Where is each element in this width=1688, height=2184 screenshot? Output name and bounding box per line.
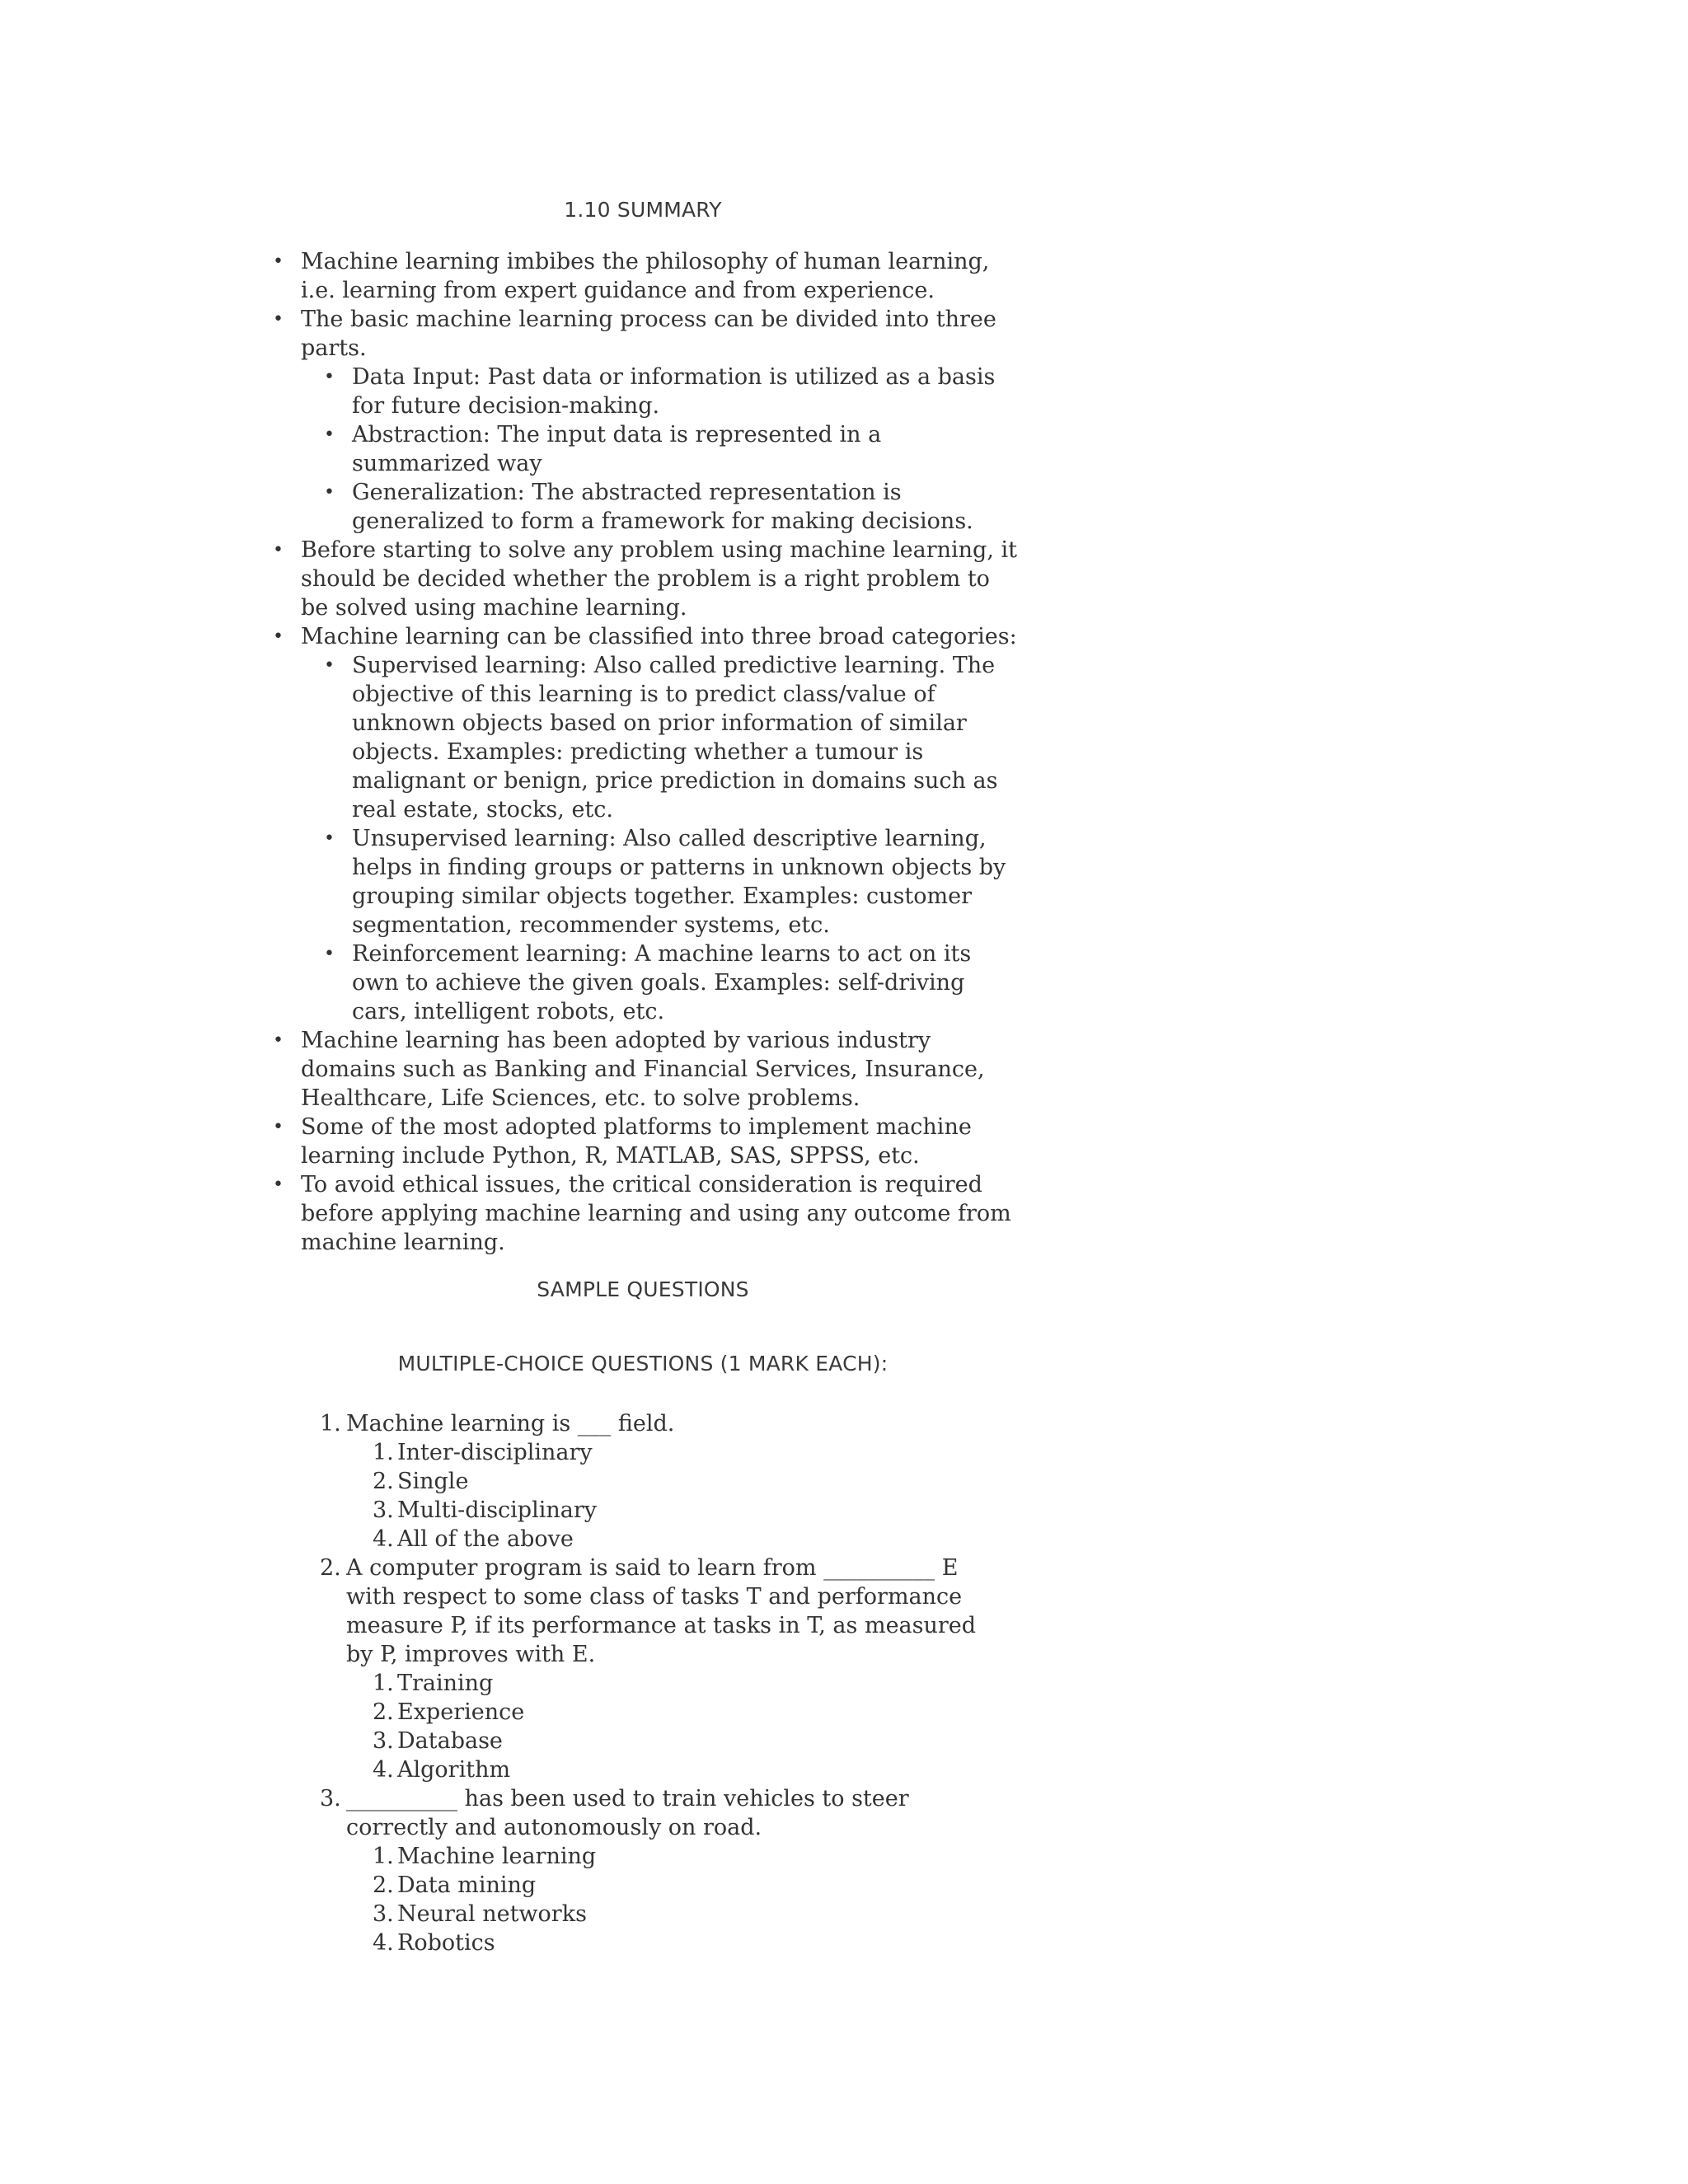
option-item (373, 1755, 1006, 1784)
option-number: 2. (373, 1872, 394, 1898)
sample-questions-heading: SAMPLE QUESTIONS (537, 1277, 749, 1301)
option-list (346, 1669, 1006, 1784)
question-text: __________ has been used to train vehicles to steer correctly and autonomously on road. (346, 1786, 909, 1840)
summary-item (301, 247, 1018, 305)
summary-subitem: • Abstraction: The input data is represented in a summarized way (352, 420, 1018, 478)
question-text: Machine learning is ___ field. (346, 1411, 675, 1436)
summary-item-text: Some of the most adopted platforms to implement machine learning include Python, R, MATLAB, SAS, SPPSS, etc. (301, 1114, 972, 1169)
summary-item (301, 1026, 1018, 1113)
option-number: 3. (373, 1901, 394, 1927)
summary-list (301, 247, 1018, 1257)
summary-item (301, 1113, 1018, 1170)
option-number: 4. (373, 1930, 394, 1956)
summary-item-text: Machine learning imbibes the philosophy of human learning, i.e. learning from expert guidance and from experience. (301, 249, 990, 303)
option-text: Database (397, 1728, 503, 1754)
option-text: Robotics (397, 1930, 495, 1956)
option-text: Algorithm (397, 1757, 511, 1783)
option-item (373, 1929, 1006, 1957)
summary-item-text: Machine learning can be classified into three broad categories: (301, 624, 1017, 649)
option-number: 1. (373, 1440, 394, 1465)
option-item (373, 1525, 1006, 1554)
option-number: 3. (373, 1728, 394, 1754)
option-number: 1. (373, 1844, 394, 1869)
option-item (373, 1496, 1006, 1525)
option-item (373, 1669, 1006, 1698)
option-item (373, 1900, 1006, 1929)
question-number: 3. (320, 1786, 341, 1811)
option-text: Training (397, 1671, 494, 1696)
option-number: 2. (373, 1699, 394, 1725)
option-number: 1. (373, 1671, 394, 1696)
question-number: 1. (320, 1411, 341, 1436)
option-list (346, 1438, 1006, 1554)
question-list (320, 1409, 1006, 1957)
summary-sublist (301, 651, 1018, 1026)
option-list (346, 1842, 1006, 1957)
question-item (320, 1409, 1006, 1554)
mcq-heading: MULTIPLE-CHOICE QUESTIONS (1 MARK EACH): (397, 1352, 889, 1376)
question-item (320, 1784, 1006, 1957)
option-item (373, 1871, 1006, 1900)
summary-subitem: • Reinforcement learning: A machine learns to act on its own to achieve the given goals. Examples: self-driving cars, intelligent robots, etc. (352, 940, 1018, 1026)
summary-subitem: • Unsupervised learning: Also called descriptive learning, helps in finding groups or patterns in unknown objects by grouping similar objects together. Examples: customer segmentation, recommender systems, etc. (352, 824, 1018, 940)
option-item (373, 1467, 1006, 1496)
summary-heading: 1.10 SUMMARY (564, 198, 722, 222)
option-text: Experience (397, 1699, 525, 1725)
summary-sublist (301, 363, 1018, 536)
summary-subitem: • Generalization: The abstracted representation is generalized to form a framework for making decisions. (352, 478, 1018, 536)
option-item (373, 1727, 1006, 1755)
option-item (373, 1438, 1006, 1467)
option-item (373, 1698, 1006, 1727)
summary-item (301, 305, 1018, 536)
option-text: Multi-disciplinary (397, 1497, 598, 1523)
option-text: All of the above (397, 1526, 574, 1552)
option-text: Neural networks (397, 1901, 587, 1927)
option-item (373, 1842, 1006, 1871)
summary-item-text: Before starting to solve any problem using machine learning, it should be decided whether the problem is a right problem to be solved using machine learning. (301, 537, 1017, 621)
question-item (320, 1554, 1006, 1784)
option-number: 4. (373, 1757, 394, 1783)
option-number: 3. (373, 1497, 394, 1523)
summary-subitem: • Supervised learning: Also called predictive learning. The objective of this learning is to predict class/value of unknown objects based on prior information of similar objects. Examples: predicting whether a tumour is malignant or benign, price prediction in domains such as real estate, stocks, etc. (352, 651, 1018, 824)
option-number: 4. (373, 1526, 394, 1552)
summary-item-text: The basic machine learning process can be divided into three parts. (301, 307, 996, 361)
summary-item-text: Machine learning has been adopted by various industry domains such as Banking and Financial Services, Insurance, Healthcare, Life Sciences, etc. to solve problems. (301, 1028, 985, 1111)
option-text: Data mining (397, 1872, 537, 1898)
question-text: A computer program is said to learn from __________ E with respect to some class of tasks T and performance measure P, if its performance at tasks in T, as measured by P, improves with E. (346, 1555, 977, 1667)
option-number: 2. (373, 1469, 394, 1494)
summary-item (301, 1170, 1018, 1257)
summary-subitem: • Data Input: Past data or information is utilized as a basis for future decision-making. (352, 363, 1018, 420)
option-text: Single (397, 1469, 469, 1494)
option-text: Inter-disciplinary (397, 1440, 593, 1465)
option-text: Machine learning (397, 1844, 597, 1869)
summary-item (301, 622, 1018, 1026)
summary-item (301, 536, 1018, 622)
summary-item-text: To avoid ethical issues, the critical consideration is required before applying machine learning and using any outcome from machine learning. (301, 1172, 1011, 1255)
question-number: 2. (320, 1555, 341, 1581)
